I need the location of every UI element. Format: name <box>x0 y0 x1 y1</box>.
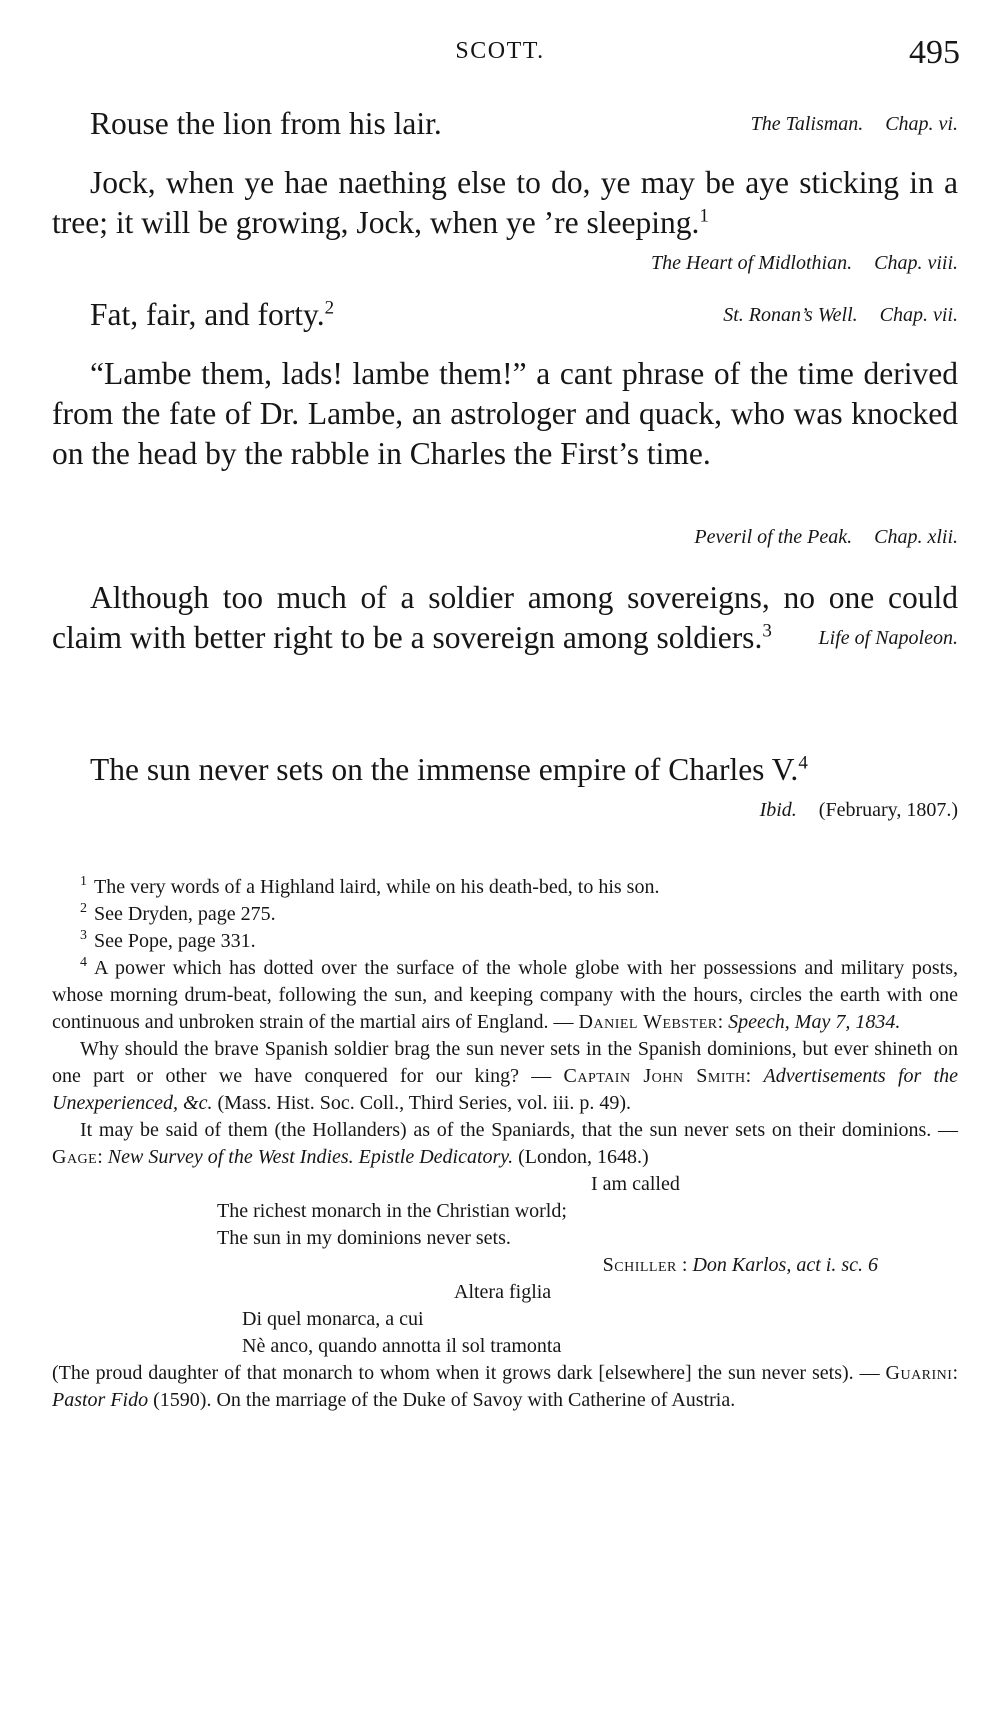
citation-ref: (London, 1648.) <box>518 1146 649 1168</box>
running-head: SCOTT. <box>455 38 545 64</box>
verse-attribution: Schiller : Don Karlos, act i. sc. 6 <box>602 1254 878 1276</box>
footnote-marker: 1 <box>80 874 87 890</box>
quote-text: “Lambe them, lads! lambe them!” a cant phrase of the time derived from the fate of Dr. Lambe, an astrologer and quack, who was knocked on the head by the rabble in Charles the First’s time. <box>52 356 958 471</box>
citation-work: Advertisements for the Unexperienced, &c. <box>52 1065 958 1114</box>
source-chapter: Chap. viii. <box>874 252 958 274</box>
source-title: The Talisman. <box>750 113 864 135</box>
citation-author: Gage <box>52 1146 98 1168</box>
quote-peveril <box>52 354 958 474</box>
quote-source <box>613 243 958 283</box>
footnote-marker: 4 <box>80 955 87 971</box>
source-date: (February, 1807.) <box>818 799 958 821</box>
source-title: Life of Napoleon. <box>818 627 958 649</box>
footnote-text: (The proud daughter of that monarch to whom when it grows dark [elsewhere] the sun never sets). — <box>52 1362 880 1384</box>
source-chapter: Chap. xlii. <box>874 526 958 548</box>
citation-author: Schiller <box>602 1254 677 1276</box>
quote-text: Although too much of a soldier among sovereigns, no one could claim with better right to be a sovereign among soldiers. <box>52 580 958 655</box>
verse-line: Nè anco, quando annotta il sol tramonta <box>242 1335 562 1357</box>
footnote-text: The very words of a Highland laird, while on his death-bed, to his son. <box>94 876 660 898</box>
quote-source <box>685 295 958 335</box>
quote-midlothian <box>52 163 958 283</box>
quote-text: Jock, when ye hae naething else to do, ye may be aye sticking in a tree; it will be growing, Jock, when ye ’re sleeping. <box>52 165 958 240</box>
source-chapter: Chap. vii. <box>879 304 958 326</box>
citation-work: Don Karlos, act i. sc. 6 <box>692 1254 878 1276</box>
verse-schiller <box>52 1171 958 1279</box>
source-title: The Heart of Midlothian. <box>651 252 853 274</box>
footnote-4-para-4: (The proud daughter of that monarch to whom when it grows dark [elsewhere] the sun never sets). — Guarini: Pastor Fido (1590). On the marriage of the Duke of Savoy with Catherine of Austria. <box>52 1362 959 1411</box>
footnote-3 <box>52 928 958 955</box>
page-number: 495 <box>909 34 960 71</box>
verse-line: Di quel monarca, a cui <box>242 1308 424 1330</box>
quote-source <box>694 522 958 552</box>
footnote-text: See Pope, page 331. <box>94 930 256 952</box>
citation-work: Pastor Fido <box>52 1389 149 1411</box>
verse-guarini <box>52 1279 958 1360</box>
quote-talisman <box>52 104 958 144</box>
quote-text: Fat, fair, and forty. <box>90 297 325 332</box>
verse-line: The sun in my dominions never sets. <box>217 1227 511 1249</box>
footnote-2 <box>52 901 958 928</box>
footnote-marker: 3 <box>80 928 87 944</box>
source-chapter: Chap. vi. <box>885 113 958 135</box>
citation-ref: (Mass. Hist. Soc. Coll., Third Series, vol. iii. p. 49). <box>217 1092 631 1114</box>
verse-line: The richest monarch in the Christian world; <box>217 1200 567 1222</box>
footnote-text: Why should the brave Spanish soldier brag the sun never sets in the Spanish dominions, but ever shineth on one part or other we have conquered for our king? — <box>52 1038 958 1087</box>
quote-source <box>722 790 958 830</box>
footnote-4-para-2: Why should the brave Spanish soldier brag the sun never sets in the Spanish dominions, but ever shineth on one part or other we have conquered for our king? — Captain John Smith: Advertisements for the Unexperienced, &c. (Mass. Hist. Soc. Coll., Third Series, vol. iii. p. 49). <box>52 1038 958 1114</box>
footnote-4: $^4$ A power which has dotted over the surface of the whole globe with her possessions and military posts, whose morning drum-beat, following the sun, and keeping company with the hours, circles the earth with one continuous and unbroken strain of the martial airs of England. — Daniel Webster: Speech, May 7, 1834. <box>52 955 958 1033</box>
source-title: St. Ronan’s Well. <box>723 304 858 326</box>
footnote-text: See Dryden, page 275. <box>94 903 276 925</box>
quote-napoleon <box>52 578 958 658</box>
footnote-ref[interactable]: 1 <box>699 205 709 227</box>
footnote-4-para-3: It may be said of them (the Hollanders) as of the Spaniards, that the sun never sets on their dominions. — Gage: New Survey of the West Indies. Epistle Dedicatory. (London, 1648.) <box>52 1119 958 1168</box>
footnote-1 <box>52 874 958 901</box>
footnote-ref[interactable]: 3 <box>762 620 772 642</box>
citation-author: Captain John Smith <box>563 1065 746 1087</box>
citation-author: Guarini <box>885 1362 953 1384</box>
quote-source <box>781 618 958 658</box>
verse-line: Altera figlia <box>454 1281 552 1303</box>
citation-ref: (1590). On the marriage of the Duke of Savoy with Catherine of Austria. <box>153 1389 736 1411</box>
quote-charles-v <box>52 750 958 830</box>
footnote-text: A power which has dotted over the surface of the whole globe with her possessions and military posts, whose morning drum-beat, following the sun, and keeping company with the hours, circles the earth with one continuous and unbroken strain of the martial airs of England. — <box>52 957 958 1033</box>
citation-work: Speech, May 7, 1834. <box>728 1011 901 1033</box>
citation-work: New Survey of the West Indies. Epistle Dedicatory. <box>107 1146 514 1168</box>
footnote-marker: 2 <box>80 901 87 917</box>
footnote-ref[interactable]: 4 <box>798 752 808 774</box>
verse-line: I am called <box>591 1173 680 1195</box>
source-title: Peveril of the Peak. <box>694 526 853 548</box>
source-title: Ibid. <box>759 799 797 821</box>
quote-text: Rouse the lion from his lair. <box>90 106 442 141</box>
quote-source <box>713 104 958 144</box>
footnote-ref[interactable]: 2 <box>324 297 335 319</box>
footnote-text: It may be said of them (the Hollanders) as of the Spaniards, that the sun never sets on their dominions. — <box>80 1119 958 1141</box>
footnotes <box>52 874 958 1414</box>
citation-author: Daniel Webster <box>578 1011 718 1033</box>
quote-st-ronan <box>52 295 958 335</box>
quote-text: The sun never sets on the immense empire of Charles V. <box>90 752 799 787</box>
